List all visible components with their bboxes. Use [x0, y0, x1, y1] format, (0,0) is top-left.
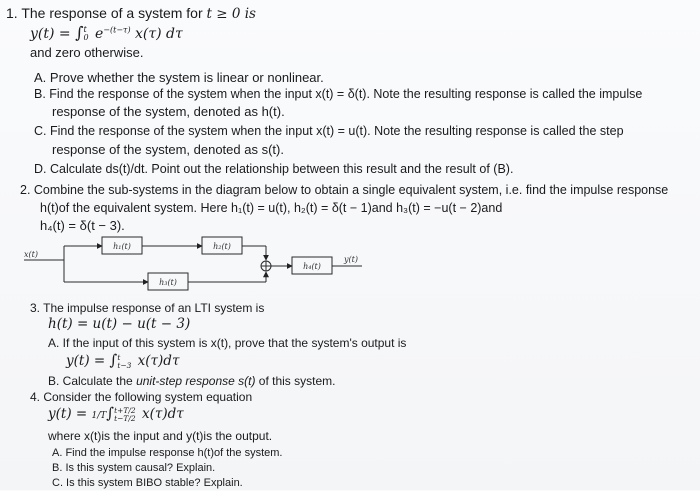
q3-part-a: A. If the input of this system is x(t), prove that the system's output is [48, 336, 407, 350]
q3-part-b-term: unit-step response s(t) [136, 374, 256, 388]
h2-label: h₂(t) [213, 242, 231, 251]
q3-impulse-response: h(t) = u(t) − u(t − 3) [48, 316, 191, 332]
q3-eq-integral: ∫ [109, 351, 118, 369]
h3-label: h₃(t) [159, 278, 177, 287]
q1-intro-line [6, 5, 256, 22]
input-label: x(t) [24, 250, 38, 259]
q4-line1: 4. Consider the following system equation [30, 390, 253, 404]
q1-eq-lower-limit: 0 [83, 33, 89, 42]
q4-eq-upper-limit: t+T/2 [114, 405, 136, 415]
q1-condition: t ≥ 0 is [206, 6, 256, 22]
q3-line1: 3. The impulse response of an LTI system is [30, 301, 265, 315]
output-label: y(t) [344, 255, 358, 264]
q1-part-c-line2: response of the system, denoted as s(t). [52, 142, 284, 157]
q1-eq-upper-limit: t [83, 25, 87, 34]
q3-eq-upper-limit: t [117, 352, 121, 362]
q4-part-c: C. Is this system BIBO stable? Explain. [52, 477, 243, 489]
q4-eq-lower-limit: t−T/2 [114, 413, 136, 423]
q1-part-c-line1: C. Find the response of the system when the input x(t) = u(t). Note the resulting response is called the step [34, 124, 624, 138]
q4-eq-rhs: x(τ)dτ [137, 406, 184, 422]
q1-eq-exp-base: e [90, 26, 104, 42]
q4-part-a: A. Find the impulse response h(t)of the system. [52, 447, 283, 459]
q1-intro: The response of a system for [21, 5, 203, 21]
q3-eq-rhs: x(τ)dτ [133, 353, 180, 369]
h1-label: h₁(t) [113, 242, 131, 251]
q4-eq-fraction: 1/T [91, 411, 107, 421]
q1-number: 1. [6, 5, 18, 21]
q4-eq-lhs: y(t) = [48, 406, 92, 422]
block-diagram [22, 234, 362, 298]
q1-eq-lhs: y(t) = [30, 26, 76, 42]
q1-eq-integral: ∫ [75, 23, 84, 42]
q4-io-description: where x(t)is the input and y(t)is the output. [48, 429, 273, 443]
q1-part-d: D. Calculate ds(t)/dt. Point out the relationship between this result and the result of (B). [34, 162, 514, 176]
h4-label: h₄(t) [303, 262, 321, 271]
q4-part-b: B. Is this system causal? Explain. [52, 462, 216, 474]
q1-part-b-line1: B. Find the response of the system when the input x(t) = δ(t). Note the resulting response is called the impulse [34, 87, 643, 101]
q3-part-b [48, 373, 335, 389]
q2-line2: h(t)of the equivalent system. Here h₁(t) = u(t), h₂(t) = δ(t − 1)and h₃(t) = −u(t − 2)and [40, 201, 503, 215]
q1-otherwise: and zero otherwise. [30, 45, 144, 60]
q1-eq-tail: x(τ) dτ [130, 26, 183, 42]
q3-eq-lower-limit: t−3 [117, 360, 132, 370]
q3-part-b-prefix: B. Calculate the [48, 374, 137, 388]
q1-equation [30, 25, 183, 42]
q3-output-eq [66, 352, 179, 370]
q4-equation [48, 405, 184, 424]
q2-line3: h₄(t) = δ(t − 3). [40, 218, 125, 233]
q3-part-b-suffix: of this system. [255, 374, 336, 388]
q4-eq-integral: ∫ [106, 404, 115, 422]
q1-part-a: A. Prove whether the system is linear or nonlinear. [34, 70, 324, 85]
q2-line1: 2. Combine the sub-systems in the diagram below to obtain a single equivalent system, i.e. find the impulse response [20, 183, 669, 197]
q1-part-b-line2: response of the system, denoted as h(t). [52, 104, 285, 119]
q3-eq-lhs: y(t) = [66, 353, 110, 369]
q1-eq-exponent: −(t−τ) [103, 25, 131, 35]
